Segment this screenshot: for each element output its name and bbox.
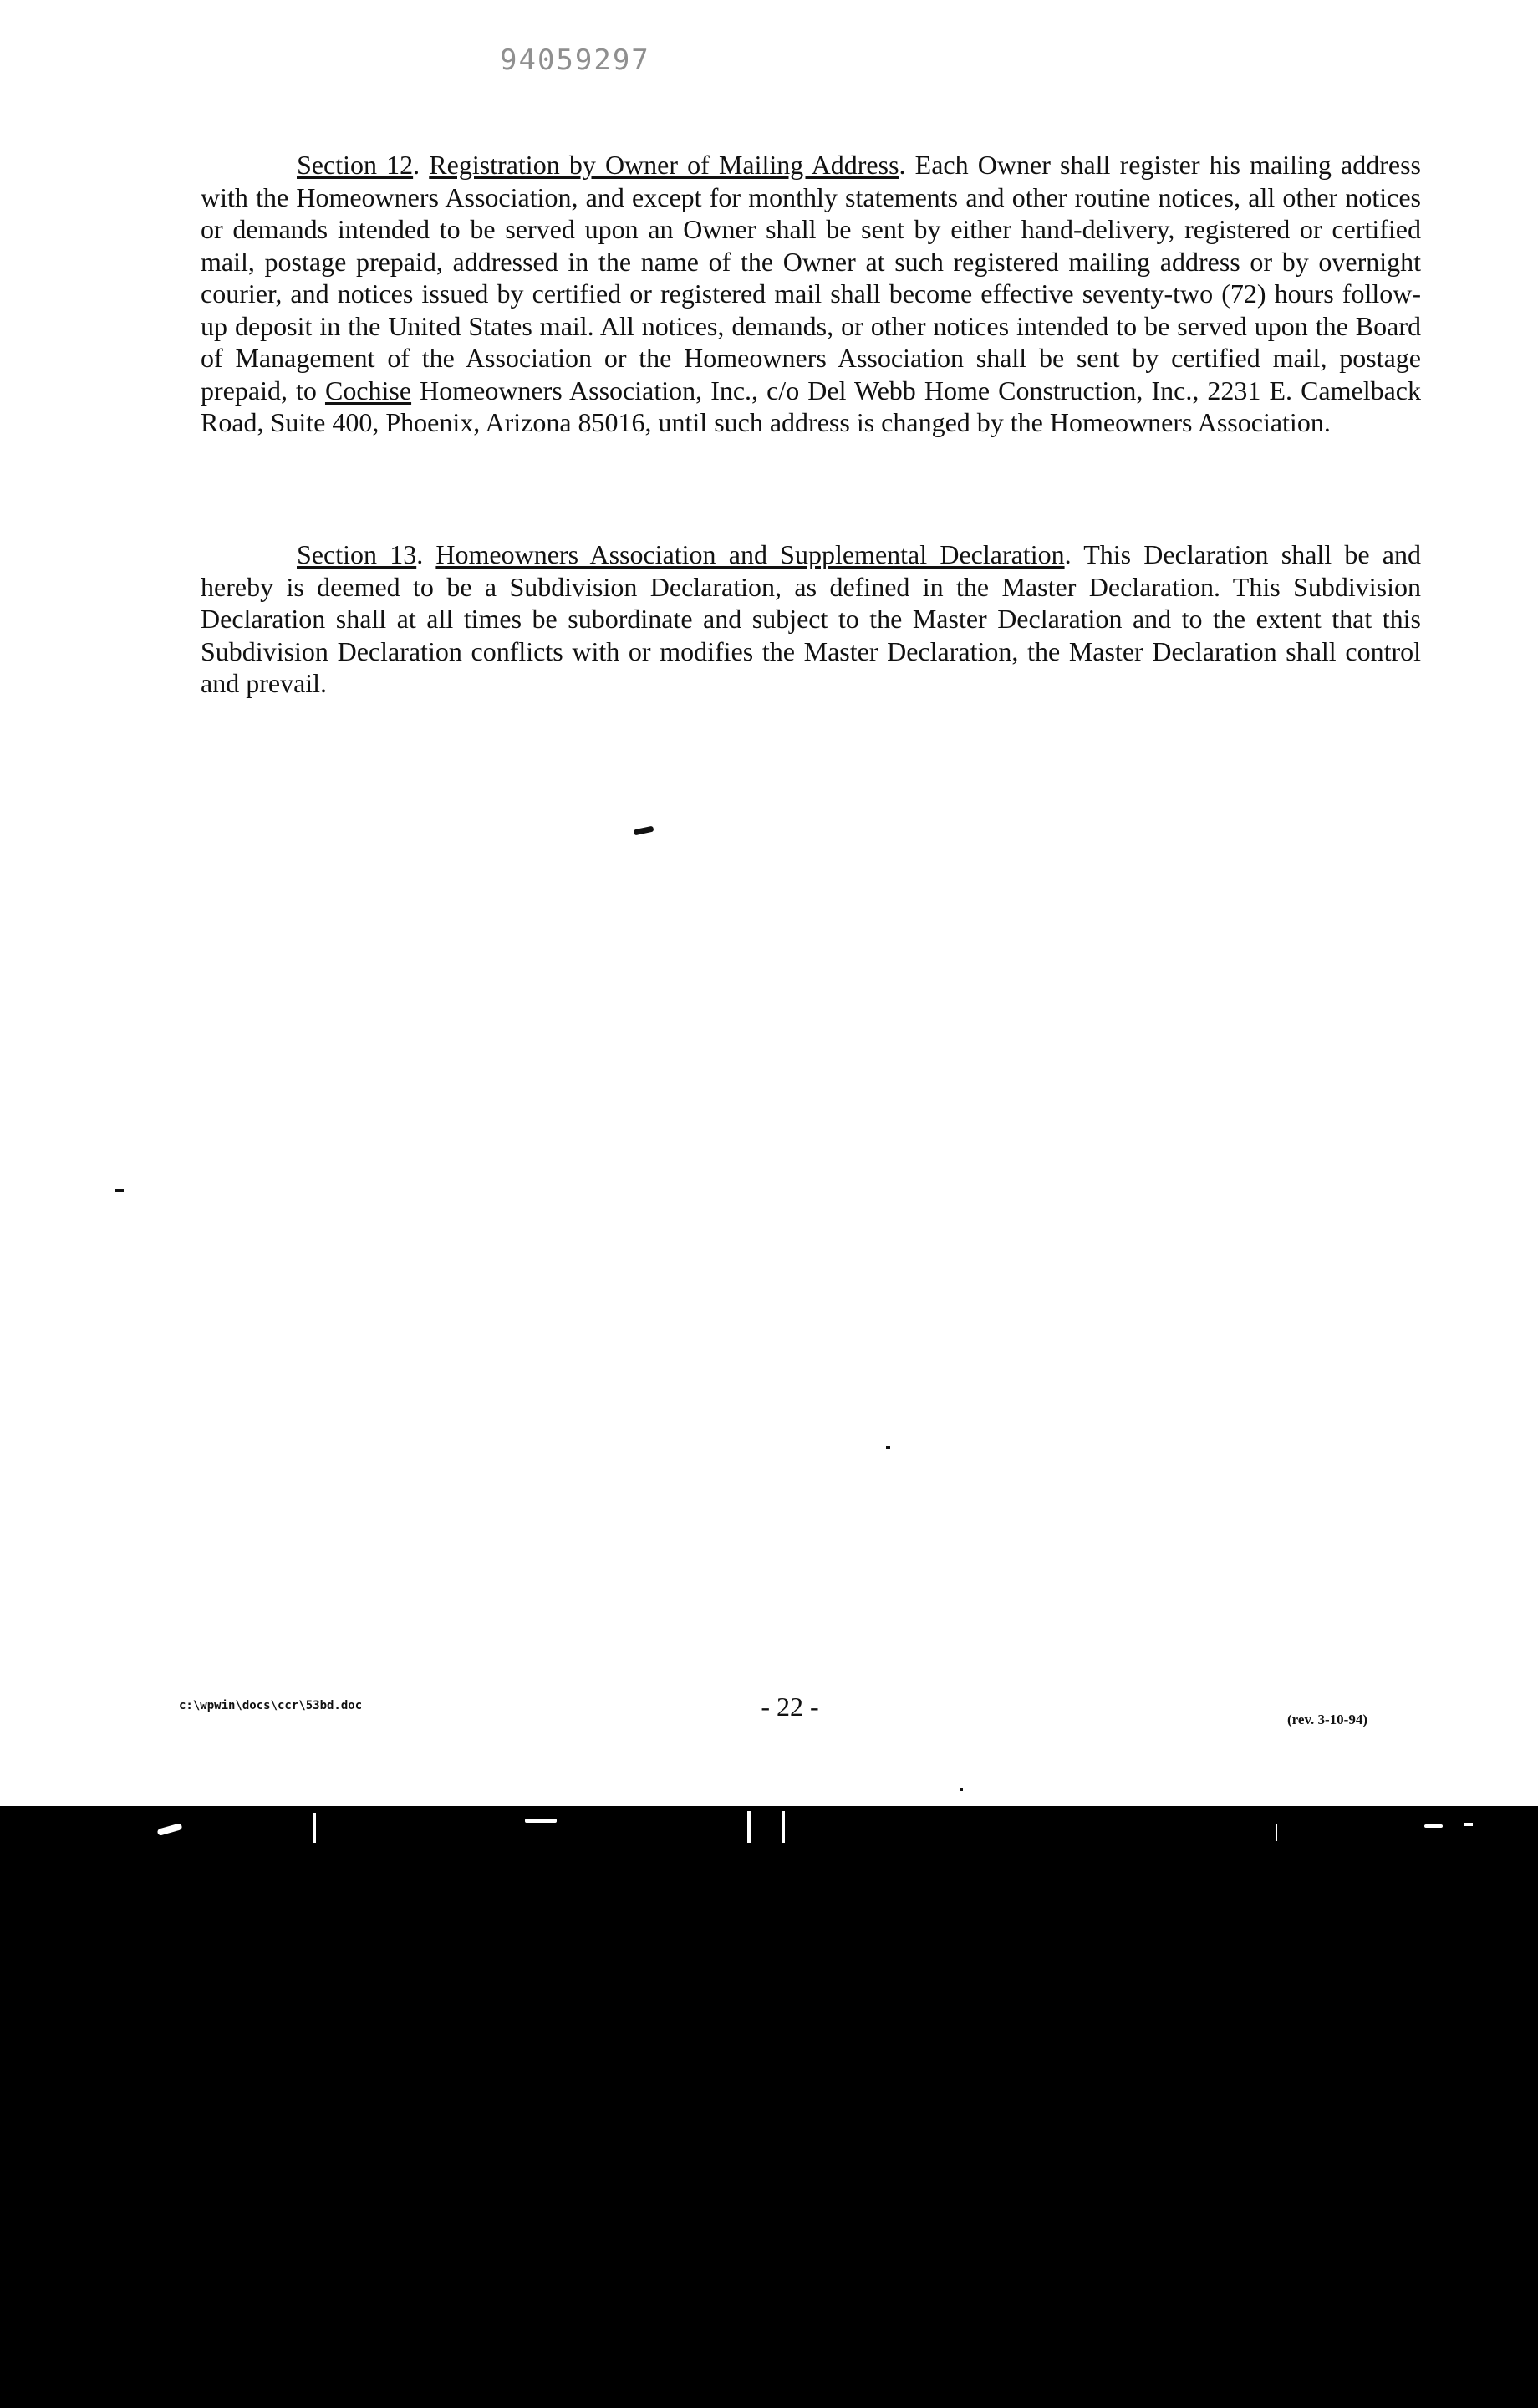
scan-speck xyxy=(960,1788,963,1791)
section-13-title: Homeowners Association and Supplemental Declaration xyxy=(435,539,1065,569)
page-number: - 22 - xyxy=(761,1691,819,1722)
scan-speck xyxy=(886,1446,890,1449)
section-12-body-part-1: . Each Owner shall register his mailing address with the Homeowners Association, and except for monthly statements and other routine notices, all other notices or demands intended to be served upon an Owner shall be sent by either hand-delivery, registered or certified mail, postage prepaid, addressed in the name of the Owner at such registered mailing address or by overnight courier, and notices issued by certified or registered mail shall become effective seventy-two (72) hours follow-up deposit in the United States mail. All notices, demands, or other notices intended to be served upon the Board of Management of the Association or the Homeowners Association shall be sent by certified mail, postage prepaid, to xyxy=(201,150,1422,406)
scan-speck xyxy=(634,826,654,836)
section-12-heading: Section 12 xyxy=(297,150,414,180)
footer-file-path: c:\wpwin\docs\ccr\53bd.doc xyxy=(179,1699,363,1712)
scan-artifact xyxy=(1276,1824,1277,1841)
section-13-body: . This Declaration shall be and hereby is deemed to be a Subdivision Declaration, as defined in the Master Declaration. This Subdivision Declaration shall at all times be subordinate and subject to the Master Declaration and to the extent that this Subdivision Declaration conflicts with or modifies the Master Declaration, the Master Declaration shall control and prevail. xyxy=(201,539,1421,698)
scan-artifact xyxy=(1424,1824,1443,1828)
scan-artifact xyxy=(747,1811,751,1843)
scan-artifact xyxy=(525,1819,557,1823)
section-13-heading: Section 13 xyxy=(297,539,417,569)
scan-artifact xyxy=(782,1811,785,1843)
scan-speck xyxy=(115,1189,124,1192)
section-13-paragraph: Section 13. Homeowners Association and Supplemental Declaration. This Declaration shall be and hereby is deemed to be a Subdivision Declaration, as defined in the Master Declaration. This Subdivision Declaration shall at all times be subordinate and subject to the Master Declaration and to the extent that this Subdivision Declaration conflicts with or modifies the Master Declaration, the Master Declaration shall control and prevail. xyxy=(201,539,1421,698)
section-12-title: Registration by Owner of Mailing Address xyxy=(429,150,899,180)
cochise-name: Cochise xyxy=(324,375,412,406)
section-12-paragraph: Section 12. Registration by Owner of Mailing Address. Each Owner shall register his mailing address with the Homeowners Association, and except for monthly statements and other routine notices, all other notices or demands intended to be served upon an Owner shall be sent by either hand-delivery, registered or certified mail, postage prepaid, addressed in the name of the Owner at such registered mailing address or by overnight courier, and notices issued by certified or registered mail shall become effective seventy-two (72) hours follow-up deposit in the United States mail. All notices, demands, or other notices intended to be served upon the Board of Management of the Association or the Homeowners Association shall be sent by certified mail, postage prepaid, to Cochise Homeowners Association, Inc., c/o Del Webb Home Construction, Inc., 2231 E. Camelback Road, Suite 400, Phoenix, Arizona 85016, until such address is changed by the Homeowners Association. xyxy=(201,150,1422,437)
section-12-body-part-2: Homeowners Association, Inc., c/o Del Webb Home Construction, Inc., 2231 E. Camelback Road, Suite 400, Phoenix, Arizona 85016, until such address is changed by the Homeowners Association. xyxy=(201,375,1422,437)
scan-artifact xyxy=(1464,1823,1473,1826)
scan-black-band xyxy=(0,1806,1538,2408)
scan-artifact xyxy=(313,1813,316,1843)
footer-revision-date: (rev. 3-10-94) xyxy=(1287,1712,1367,1727)
document-number: 94059297 xyxy=(500,43,650,77)
